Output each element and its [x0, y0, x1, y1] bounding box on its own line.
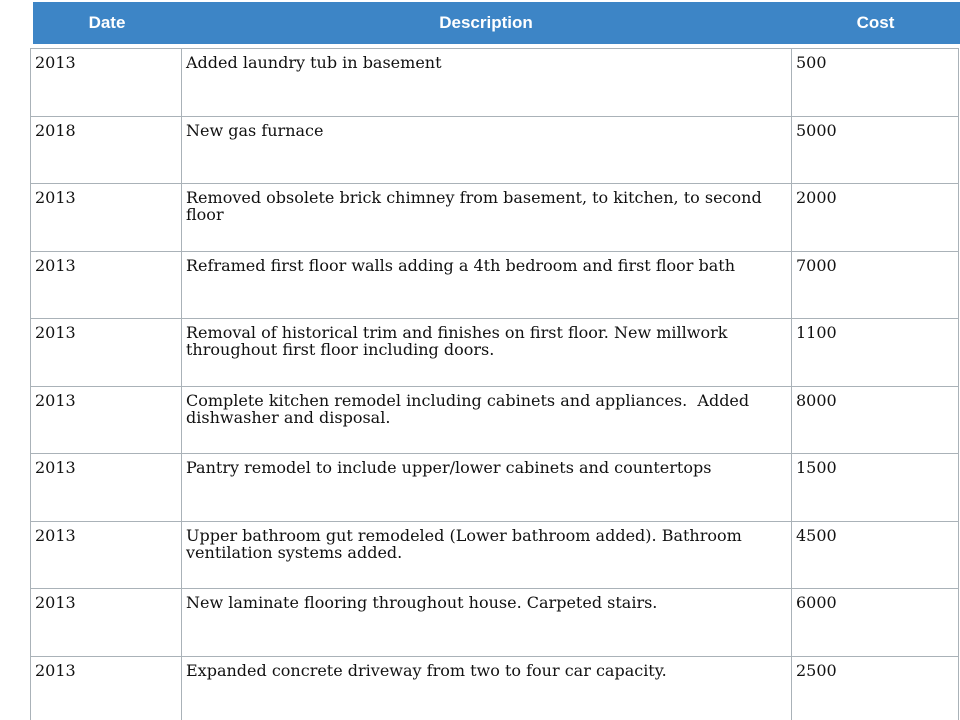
table-row — [31, 386, 959, 454]
cost-cell: 7000 — [792, 251, 959, 319]
table-body — [31, 49, 959, 720]
date-cell: 2013 — [31, 521, 182, 589]
table-row — [31, 454, 959, 522]
column-header-cost: Cost — [856, 13, 895, 32]
cost-cell: 1500 — [792, 454, 959, 522]
date-cell: 2013 — [31, 319, 182, 387]
description-cell: Reframed first floor walls adding a 4th bedroom and first floor bath — [182, 251, 792, 319]
description-cell: Removal of historical trim and finishes on first floor. New millwork throughout first floor including doors. — [182, 319, 792, 387]
column-header-description: Description — [439, 13, 533, 32]
date-cell: 2013 — [31, 589, 182, 657]
date-cell: 2013 — [31, 656, 182, 720]
cost-cell: 1100 — [792, 319, 959, 387]
description-cell: Upper bathroom gut remodeled (Lower bathroom added). Bathroom ventilation systems added. — [182, 521, 792, 589]
description-cell: Complete kitchen remodel including cabinets and appliances. Added dishwasher and disposal. — [182, 386, 792, 454]
table-row — [31, 589, 959, 657]
table-row — [31, 251, 959, 319]
description-cell: Added laundry tub in basement — [182, 49, 792, 117]
date-cell: 2013 — [31, 184, 182, 252]
description-cell: Removed obsolete brick chimney from basement, to kitchen, to second floor — [182, 184, 792, 252]
cost-cell: 500 — [792, 49, 959, 117]
table-header-row — [33, 2, 960, 44]
cost-cell: 5000 — [792, 116, 959, 184]
description-cell: Pantry remodel to include upper/lower cabinets and countertops — [182, 454, 792, 522]
column-header-date: Date — [88, 13, 126, 32]
cost-cell: 6000 — [792, 589, 959, 657]
table-row — [31, 49, 959, 117]
maintenance-table — [30, 48, 959, 720]
description-cell: Expanded concrete driveway from two to four car capacity. — [182, 656, 792, 720]
cost-cell: 8000 — [792, 386, 959, 454]
cost-cell: 2500 — [792, 656, 959, 720]
date-cell: 2013 — [31, 251, 182, 319]
date-cell: 2013 — [31, 454, 182, 522]
date-cell: 2013 — [31, 49, 182, 117]
table-row — [31, 656, 959, 720]
table-row — [31, 116, 959, 184]
description-cell: New laminate flooring throughout house. Carpeted stairs. — [182, 589, 792, 657]
table-row — [31, 184, 959, 252]
cost-cell: 4500 — [792, 521, 959, 589]
date-cell: 2013 — [31, 386, 182, 454]
date-cell: 2018 — [31, 116, 182, 184]
table-row — [31, 319, 959, 387]
cost-cell: 2000 — [792, 184, 959, 252]
table-row — [31, 521, 959, 589]
description-cell: New gas furnace — [182, 116, 792, 184]
